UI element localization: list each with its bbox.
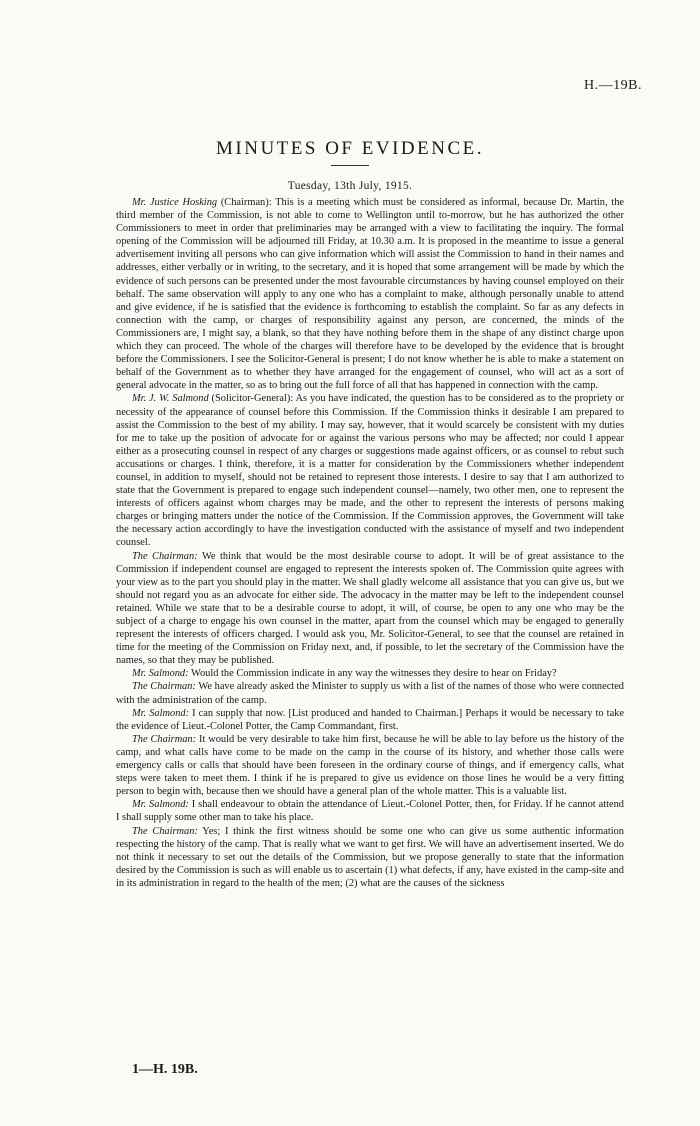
paragraph-3 — [116, 550, 624, 668]
paragraph-5 — [116, 680, 624, 706]
speaker-name: The Chairman: — [132, 550, 198, 562]
paragraph-6 — [116, 707, 624, 733]
title-rule — [331, 165, 369, 166]
paragraph-text: Would the Commission indicate in any way the witnesses they desire to hear on Friday? — [188, 668, 557, 680]
session-date: Tuesday, 13th July, 1915. — [287, 180, 413, 192]
paragraph-9 — [116, 825, 624, 890]
speaker-name: Mr. Salmond: — [132, 799, 189, 811]
speaker-name: Mr. J. W. Salmond — [132, 393, 209, 405]
speaker-name: Mr. Salmond: — [132, 668, 189, 680]
paragraph-text: I shall endeavour to obtain the attendance of Lieut.-Colonel Potter, then, for Friday. If he cannot attend I shall supply some other man to take his place. — [116, 799, 624, 824]
paragraph-2 — [116, 392, 624, 549]
page-title: MINUTES OF EVIDENCE. — [216, 138, 484, 159]
paragraph-text: (Chairman): This is a meeting which must be considered as informal, because Dr. Martin, the third member of the Commission, is not able to come to Wellington until to-morrow, but he has authorized the other Commissioners to meet in order that preliminaries may be arranged with a view to facilitating the inquiry. The formal opening of the Commission will be adjourned till Friday, at 10.30 a.m. It is proposed in the meantime to issue a general advertisement inviting all persons who can give information which will assist the Commission to hand in their names and addresses, either verbally or in writing, to the secretary, and it is hoped that some arrangement will be made by which the evidence of such persons can be presented under the most favourable circumstances by having counsel employed on their behalf. The same observation will apply to any one who has a complaint to make, although personally unable to attend and give evidence, if he is satisfied that the evidence is forthcoming to establish the complaint. So far as any defects in connection with the camp, or charges of responsibility against any person, are concerned, the minds of the Commissioners are, I might say, a blank, so that they have nothing before them in the shape of any distinct charge upon which they can proceed. The whole of the charges will therefore have to be developed by the evidence that is brought before the Commissioners. I see the Solicitor-General is present; I do not know whether he is able to make a statement on behalf of the Government as to whether they have arranged for the engagement of counsel, who will act as a sort of general advocate in the matter, so as to bring out the full force of all that has happened in connection with the camp. — [116, 197, 624, 392]
page-signature: 1—H. 19B. — [132, 1062, 198, 1077]
speaker-name: The Chairman: — [132, 681, 196, 693]
speaker-name: The Chairman: — [132, 825, 198, 837]
speaker-name: Mr. Salmond: — [132, 707, 190, 719]
paragraph-text: (Solicitor-General): As you have indicated, the question has to be considered as to the propriety or necessity of the appearance of counsel before this Commission. If the Commission thinks it desirable I am prepared to assist the Commission to the best of my ability. I may say, however, that it would scarcely be consistent with my duties for me to take up the position of advocate for or against the various persons who may be affected; nor could I appear either as a prosecuting counsel in respect of any charges or suggestions made against officers, or as counsel to rebut such accusations or charges. I think, therefore, it is a matter for consideration by the Commissioners whether independent counsel, in addition to myself, should not be retained to represent those interests. I desire to say that I am authorized to state that the Government is prepared to engage such independent counsel—namely, two other men, one to represent the interests of officers against whom charges may be made, and the other to represent the interests of persons making charges or bringing matters under the notice of the Commission. If the Commission approves, the Government will take the necessary action accordingly to have the investigation conducted with the assistance of myself and two independent counsel. — [116, 393, 624, 549]
paragraph-text: Yes; I think the first witness should be some one who can give us some authentic information respecting the history of the camp. That is really what we want to get first. We will have an advertisement inserted. We do not think it necessary to set out the details of the Commission, but we propose generally to state that the information desired by the Commission is such as will enable us to ascertain (1) what defects, if any, have existed in the camp-site and in its administration in regard to the health of the men; (2) what are the causes of the sickness — [116, 825, 624, 889]
paragraph-4 — [116, 667, 624, 680]
speaker-name: The Chairman: — [132, 733, 197, 745]
paragraph-text: It would be very desirable to take him first, because he will be able to lay before us the history of the camp, and what calls have come to be made on the camp in the course of its history, and whether those calls were emergency calls or calls that should have been foreseen in the ordinary course of things, and if emergency calls, what steps were taken to meet them. I think if he is prepared to give us evidence on those lines he would be a very fitting person to begin with, because then we should have a general plan of the whole matter. This is a valuable list. — [116, 733, 625, 798]
paragraph-text: We have already asked the Minister to supply us with a list of the names of those who were connected with the administration of the camp. — [116, 681, 624, 706]
minutes-body — [116, 196, 624, 890]
paragraph-8 — [116, 798, 624, 824]
speaker-name: Mr. Justice Hosking — [132, 197, 218, 208]
page-code: H.—19B. — [584, 78, 642, 93]
paragraph-1 — [116, 196, 624, 392]
paragraph-7 — [116, 733, 624, 798]
paragraph-text: I can supply that now. [List produced and handed to Chairman.] Perhaps it would be necessary to take the evidence of Lieut.-Colonel Potter, the Camp Commandant, first. — [116, 707, 624, 732]
paragraph-text: We think that would be the most desirable course to adopt. It will be of great assistance to the Commission if independent counsel are engaged to represent the interests spoken of. The Commission quite agrees with your view as to the part you should play in the matter. We shall gladly welcome all assistance that you can give us, but we should not regard you as an advocate for either side. The advocacy in the matter may be left to the independent counsel retained. While we state that to be a desirable course to adopt, it will, of course, be open to any one who may be the subject of a charge to engage his own counsel in the matter, apart from the counsel which may be engaged to generally represent the interests of officers charged. I would ask you, Mr. Solicitor-General, to see that the counsel are retained in time for the meeting of the Commission on Friday next, and, if possible, to let the secretary of the Commission have the names, so that they may be published. — [116, 550, 624, 667]
